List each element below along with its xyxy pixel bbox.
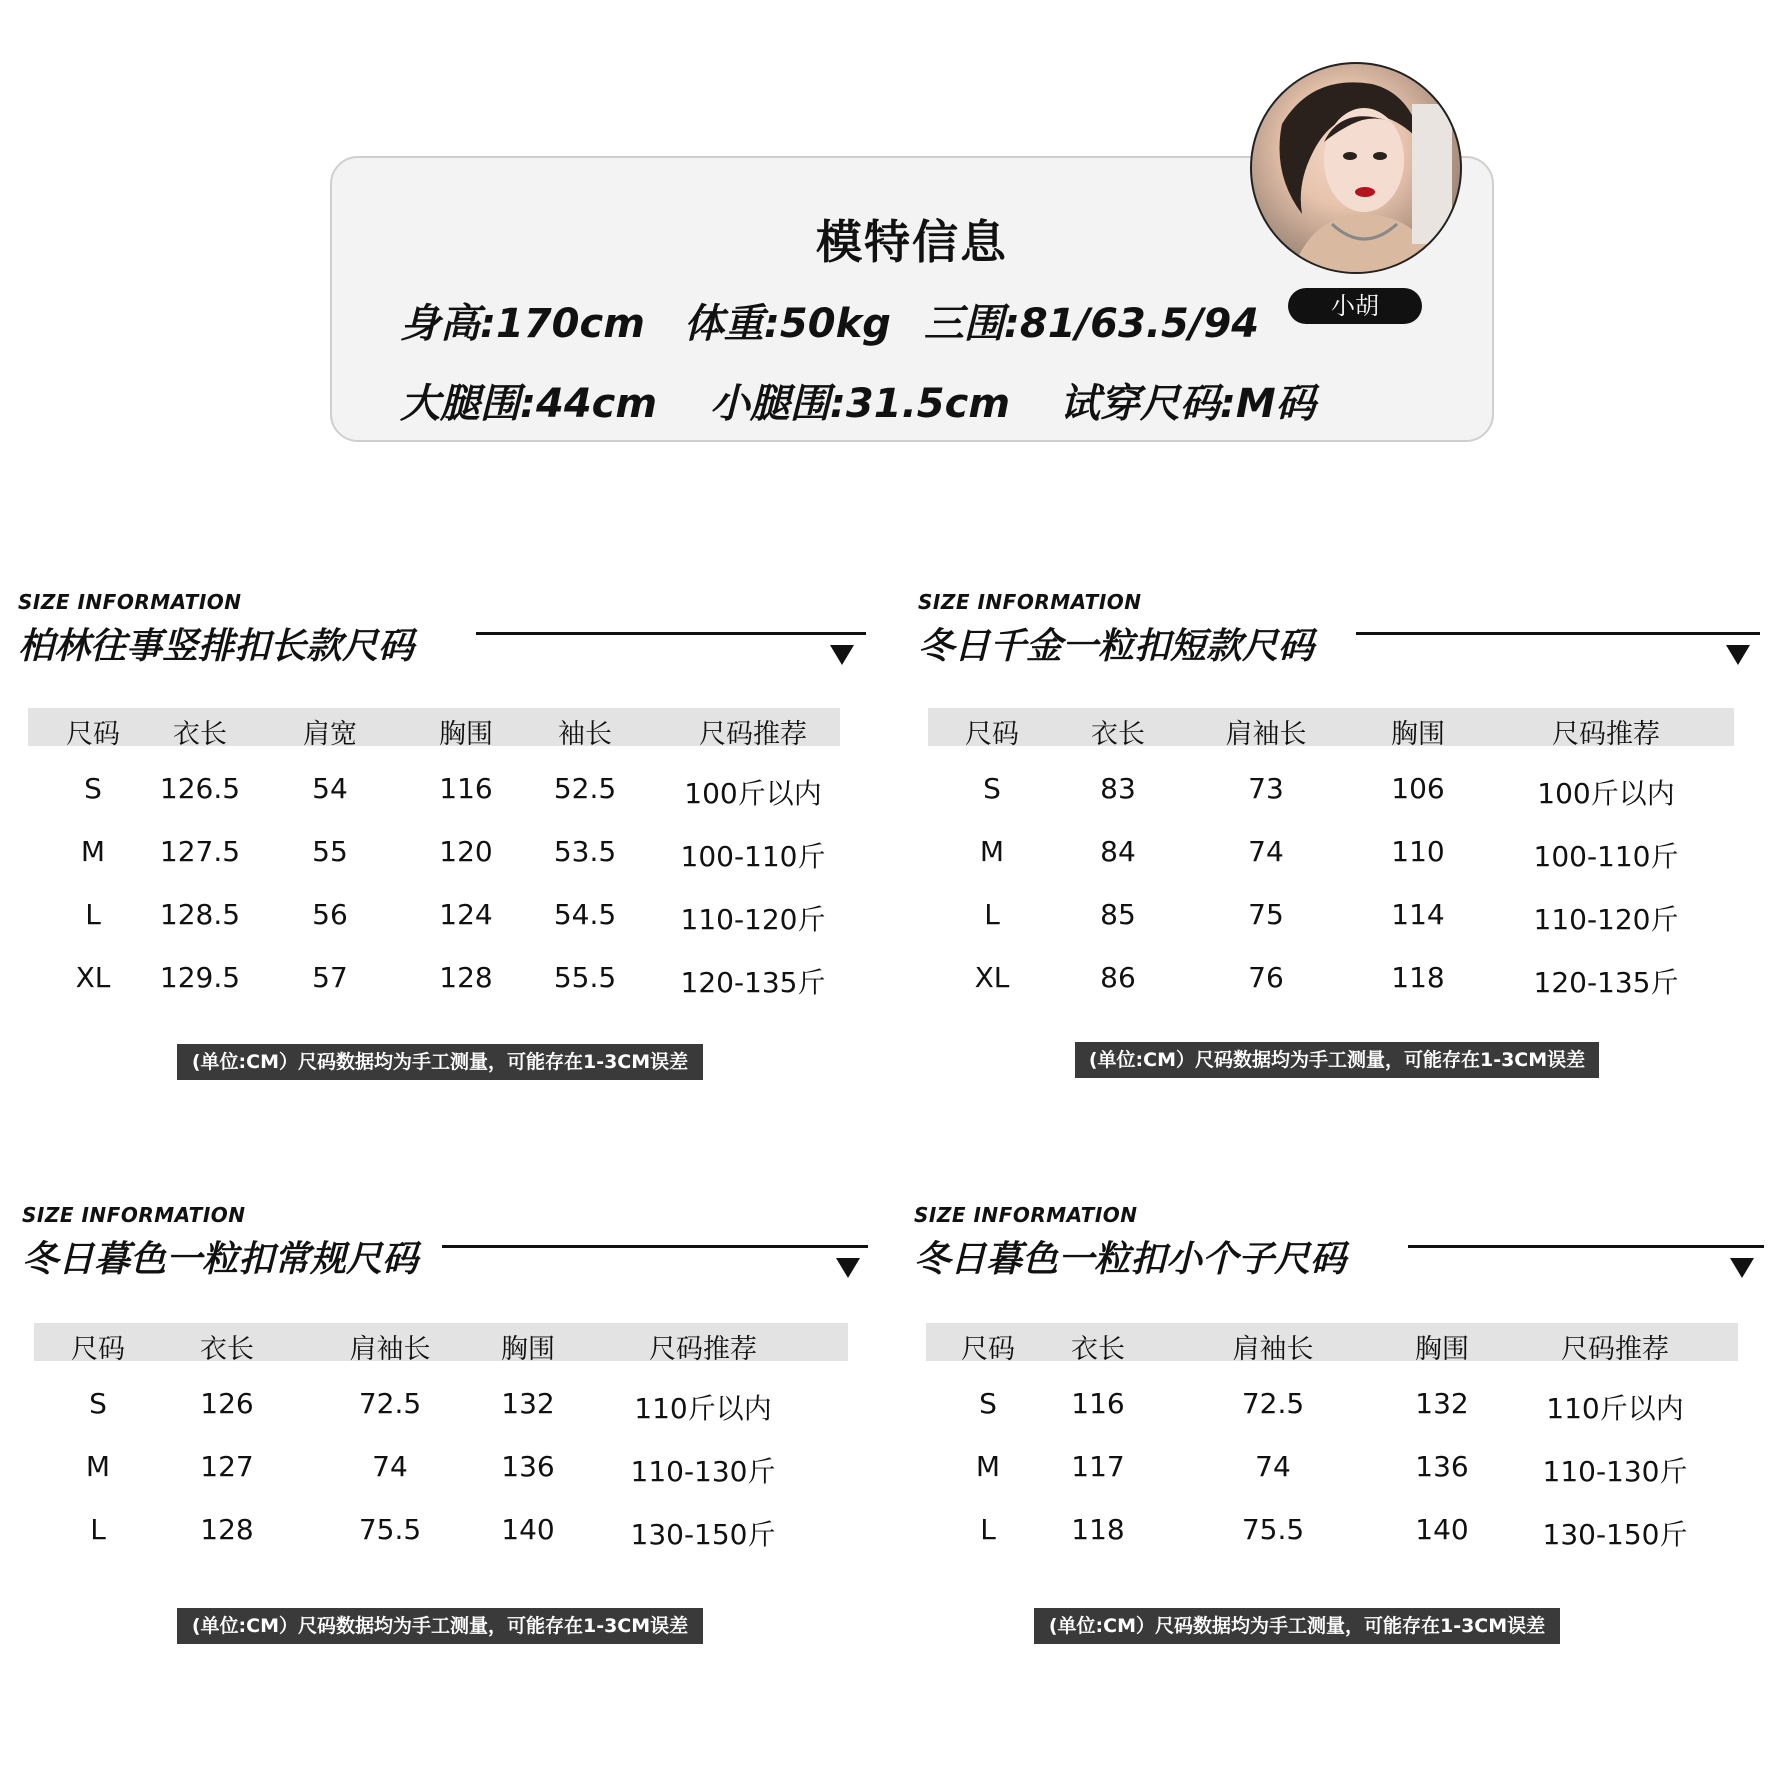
table-cell: 100斤以内 (684, 777, 822, 810)
table-cell: M (975, 1450, 1001, 1483)
model-trial-size: 试穿尺码:M码 (1059, 381, 1316, 427)
table-cell: L (980, 1513, 996, 1546)
section-tag: SIZE INFORMATION (918, 590, 1142, 614)
model-height: 身高:170cm (400, 301, 645, 347)
arrow-down-icon (1730, 1258, 1754, 1278)
table-header-cell: 尺码推荐 (1561, 1334, 1669, 1365)
model-name-badge: 小胡 (1288, 288, 1422, 324)
table-cell: 100斤以内 (1537, 777, 1675, 810)
section-title: 柏林往事竖排扣长款尺码 (18, 626, 415, 667)
table-header-cell: 衣长 (173, 719, 227, 750)
table-header-cell: 尺码推荐 (1552, 719, 1660, 750)
measurement-note: (单位:CM）尺码数据均为手工测量，可能存在1-3CM误差 (177, 1608, 703, 1644)
model-row-2 (400, 372, 1316, 429)
table-cell: 130-150斤 (1542, 1518, 1688, 1551)
table-cell: 76 (1248, 961, 1284, 994)
table-cell: 73 (1248, 772, 1284, 805)
table-header-cell: 尺码 (965, 719, 1019, 750)
table-cell: 132 (1415, 1387, 1469, 1420)
table-cell: 83 (1100, 772, 1136, 805)
section-divider-line (442, 1245, 868, 1248)
model-measurements: 三围:81/63.5/94 (923, 301, 1260, 347)
table-cell: 114 (1391, 898, 1445, 931)
table-cell: 120-135斤 (1533, 966, 1679, 999)
section-divider-line (1356, 632, 1760, 635)
table-cell: 72.5 (358, 1387, 422, 1420)
table-header-cell: 肩袖长 (349, 1334, 431, 1365)
table-header-cell: 衣长 (200, 1334, 254, 1365)
table-cell: 74 (1248, 835, 1284, 868)
table-cell: 57 (312, 961, 348, 994)
table-cell: S (979, 1387, 997, 1420)
size-section-2 (918, 590, 1760, 1090)
measurement-note: (单位:CM）尺码数据均为手工测量，可能存在1-3CM误差 (1075, 1042, 1599, 1078)
table-header-cell: 肩袖长 (1225, 719, 1307, 750)
table-cell: S (89, 1387, 107, 1420)
table-cell: 140 (501, 1513, 555, 1546)
table-cell: 100-110斤 (1533, 840, 1679, 873)
table-header-cell: 袖长 (558, 719, 612, 750)
table-cell: 120-135斤 (680, 966, 826, 999)
table-cell: L (90, 1513, 106, 1546)
table-cell: 72.5 (1241, 1387, 1305, 1420)
table-header-cell: 尺码 (66, 719, 120, 750)
table-cell: 110 (1391, 835, 1445, 868)
model-thigh: 大腿围:44cm (400, 381, 658, 427)
table-cell: 84 (1100, 835, 1136, 868)
table-cell: M (85, 1450, 111, 1483)
table-header-cell: 尺码推荐 (649, 1334, 757, 1365)
section-tag: SIZE INFORMATION (18, 590, 242, 614)
table-cell: 53.5 (553, 835, 617, 868)
measurement-note: (单位:CM）尺码数据均为手工测量，可能存在1-3CM误差 (177, 1044, 703, 1080)
table-cell: M (979, 835, 1005, 868)
table-cell: 128.5 (159, 898, 241, 931)
size-section-3 (22, 1203, 868, 1663)
section-title: 冬日暮色一粒扣常规尺码 (22, 1239, 419, 1280)
table-cell: 110-120斤 (680, 903, 826, 936)
model-avatar (1250, 62, 1462, 274)
table-cell: 52.5 (553, 772, 617, 805)
table-header-cell: 肩袖长 (1232, 1334, 1314, 1365)
section-title: 冬日千金一粒扣短款尺码 (918, 626, 1315, 667)
table-cell: 54.5 (553, 898, 617, 931)
section-divider-line (1408, 1245, 1764, 1248)
table-cell: 100-110斤 (680, 840, 826, 873)
table-header-cell: 尺码 (961, 1334, 1015, 1365)
table-cell: S (983, 772, 1001, 805)
arrow-down-icon (1726, 645, 1750, 665)
table-cell: 56 (312, 898, 348, 931)
model-info-title: 模特信息 (816, 215, 1008, 269)
table-cell: 74 (1255, 1450, 1291, 1483)
section-tag: SIZE INFORMATION (914, 1203, 1138, 1227)
table-cell: 126 (200, 1387, 254, 1420)
table-cell: 127.5 (159, 835, 241, 868)
table-cell: S (84, 772, 102, 805)
size-section-4 (914, 1203, 1766, 1663)
table-cell: 86 (1100, 961, 1136, 994)
table-cell: 130-150斤 (630, 1518, 776, 1551)
table-cell: 136 (1415, 1450, 1469, 1483)
model-weight: 体重:50kg (683, 301, 891, 347)
table-cell: 85 (1100, 898, 1136, 931)
table-header-cell: 胸围 (501, 1334, 555, 1365)
table-cell: 55 (312, 835, 348, 868)
table-header-cell: 胸围 (1391, 719, 1445, 750)
table-cell: 54 (312, 772, 348, 805)
model-calf: 小腿围:31.5cm (709, 381, 1011, 427)
table-cell: L (85, 898, 101, 931)
table-cell: 128 (200, 1513, 254, 1546)
table-cell: 126.5 (159, 772, 241, 805)
size-section-1 (18, 590, 864, 1090)
table-cell: 128 (439, 961, 493, 994)
arrow-down-icon (830, 645, 854, 665)
table-header-cell: 尺码推荐 (699, 719, 807, 750)
table-cell: 75.5 (358, 1513, 422, 1546)
table-header-cell: 胸围 (1415, 1334, 1469, 1365)
arrow-down-icon (836, 1258, 860, 1278)
table-cell: L (984, 898, 1000, 931)
table-cell: M (80, 835, 106, 868)
table-header-cell: 肩宽 (303, 719, 357, 750)
table-cell: 124 (439, 898, 493, 931)
table-cell: 74 (372, 1450, 408, 1483)
table-header-cell: 衣长 (1071, 1334, 1125, 1365)
model-row-1 (400, 292, 1259, 349)
table-cell: 110斤以内 (634, 1392, 772, 1425)
table-header-cell: 衣长 (1091, 719, 1145, 750)
table-cell: 117 (1071, 1450, 1125, 1483)
table-cell: 132 (501, 1387, 555, 1420)
table-cell: 140 (1415, 1513, 1469, 1546)
table-cell: 120 (439, 835, 493, 868)
table-cell: 110-120斤 (1533, 903, 1679, 936)
table-cell: XL (75, 961, 111, 994)
table-cell: 55.5 (553, 961, 617, 994)
table-cell: 75.5 (1241, 1513, 1305, 1546)
section-divider-line (476, 632, 866, 635)
table-cell: XL (974, 961, 1010, 994)
table-cell: 136 (501, 1450, 555, 1483)
table-header-cell: 尺码 (71, 1334, 125, 1365)
measurement-note: (单位:CM）尺码数据均为手工测量，可能存在1-3CM误差 (1034, 1608, 1560, 1644)
table-cell: 106 (1391, 772, 1445, 805)
section-tag: SIZE INFORMATION (22, 1203, 246, 1227)
table-cell: 127 (200, 1450, 254, 1483)
table-header-cell: 胸围 (439, 719, 493, 750)
table-cell: 110-130斤 (630, 1455, 776, 1488)
table-cell: 118 (1391, 961, 1445, 994)
section-title: 冬日暮色一粒扣小个子尺码 (914, 1239, 1347, 1280)
table-cell: 110斤以内 (1546, 1392, 1684, 1425)
table-cell: 118 (1071, 1513, 1125, 1546)
table-cell: 75 (1248, 898, 1284, 931)
table-cell: 116 (1071, 1387, 1125, 1420)
table-cell: 129.5 (159, 961, 241, 994)
table-cell: 110-130斤 (1542, 1455, 1688, 1488)
table-cell: 116 (439, 772, 493, 805)
